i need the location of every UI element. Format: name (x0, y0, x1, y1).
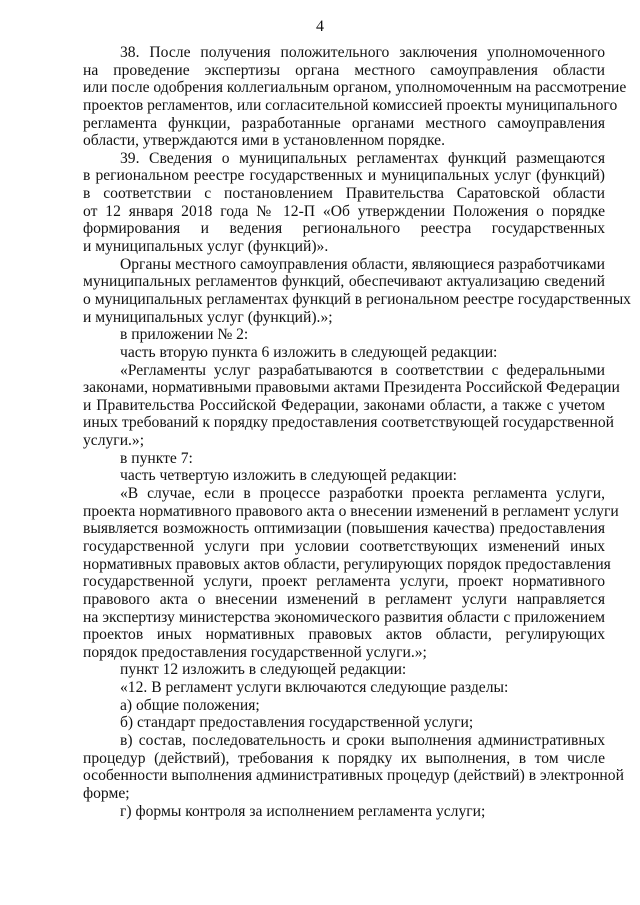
paragraph (83, 697, 605, 715)
text-line: услуги.»; (83, 432, 145, 450)
text-line: проектов регламентов, или согласительной комиссией проекты муниципального (83, 96, 618, 114)
text-line: и муниципальных услуг (функций).»; (83, 308, 333, 326)
text-line: 39. Сведения о муниципальных регламентах функций размещаются (120, 149, 605, 167)
text-line: Органы местного самоуправления области, являющиеся разработчиками (120, 255, 605, 273)
text-line: «12. В регламент услуги включаются следующие разделы: (120, 679, 509, 697)
text-line: иных требований к порядку предоставления соответствующей государственной (83, 414, 614, 432)
paragraph (83, 714, 605, 732)
paragraph (83, 344, 605, 362)
text-line: или после одобрения коллегиальным органом, уполномоченным на рассмотрение (83, 79, 627, 97)
text-line: правового акта о внесении изменений в регламент услуги направляется (83, 590, 605, 608)
paragraph (83, 44, 627, 150)
text-line: в соответствии с постановлением Правительства Саратовской области (83, 185, 605, 203)
document-body (83, 44, 631, 820)
text-line: формирования и ведения регионального реестра государственных (83, 220, 605, 238)
paragraph (83, 326, 605, 344)
text-line: и Правительства Российской Федерации, законами области, а также с учетом (83, 396, 605, 414)
text-line: процедур (действий), требования к порядку их выполнения, в том числе (83, 749, 605, 767)
text-line: в пункте 7: (120, 449, 193, 467)
text-line: в региональном реестре государственных и муниципальных услуг (функций) (83, 167, 605, 185)
text-line: государственной услуги, проект регламента услуги, проект нормативного (83, 573, 605, 591)
text-line: «В случае, если в процессе разработки проекта регламента услуги, (120, 485, 605, 503)
text-line: часть вторую пункта 6 изложить в следующей редакции: (120, 343, 498, 361)
paragraph (83, 255, 631, 327)
paragraph (83, 150, 605, 256)
text-line: на экспертизу министерства экономического развития области с приложением (83, 608, 605, 626)
paragraph (83, 467, 605, 485)
paragraph (83, 661, 605, 679)
text-line: области, утверждаются ими в установленном порядке. (83, 132, 445, 150)
paragraph (83, 803, 605, 821)
text-line: регламента функции, разработанные органами местного самоуправления (83, 114, 605, 132)
text-line: «Регламенты услуг разрабатываются в соответствии с федеральными (120, 361, 605, 379)
text-line: а) общие положения; (120, 696, 260, 714)
paragraph (83, 679, 605, 697)
text-line: выявляется возможность оптимизации (повышения качества) предоставления (83, 520, 605, 538)
text-line: форме; (83, 784, 130, 802)
paragraph (83, 485, 619, 661)
text-line: проекта нормативного правового акта о внесении изменений в регламент услуги (83, 502, 619, 520)
text-line: нормативных правовых актов области, регулирующих порядок предоставления (83, 555, 611, 573)
text-line: проектов иных нормативных правовых актов области, регулирующих (83, 626, 605, 644)
text-line: на проведение экспертизы органа местного самоуправления области (83, 61, 605, 79)
text-line: порядок предоставления государственной услуги.»; (83, 643, 427, 661)
text-line: в) состав, последовательность и сроки выполнения административных (120, 731, 605, 749)
text-line: особенности выполнения административных процедур (действий) в электронной (83, 767, 624, 785)
text-line: часть четвертую изложить в следующей редакции: (120, 467, 458, 485)
text-line: пункт 12 изложить в следующей редакции: (120, 661, 407, 679)
text-line: муниципальных регламентов функций, обеспечивают актуализацию сведений (83, 273, 605, 291)
paragraph (83, 361, 620, 450)
text-line: б) стандарт предоставления государственной услуги; (120, 714, 474, 732)
text-line: от 12 января 2018 года № 12-П «Об утверждении Положения о порядке (83, 202, 605, 220)
text-line: 38. После получения положительного заключения уполномоченного (120, 44, 605, 61)
text-line: и муниципальных услуг (функций)». (83, 238, 329, 256)
text-line: государственной услуги при условии соответствующих изменений иных (83, 537, 605, 555)
paragraph (83, 450, 605, 468)
text-line: законами, нормативными правовыми актами Президента Российской Федерации (83, 379, 620, 397)
page-number: 4 (316, 18, 324, 35)
text-line: о муниципальных регламентах функций в региональном реестре государственных (83, 290, 631, 308)
paragraph (83, 731, 624, 803)
text-line: в приложении № 2: (120, 326, 249, 344)
text-line: г) формы контроля за исполнением регламента услуги; (120, 802, 486, 820)
